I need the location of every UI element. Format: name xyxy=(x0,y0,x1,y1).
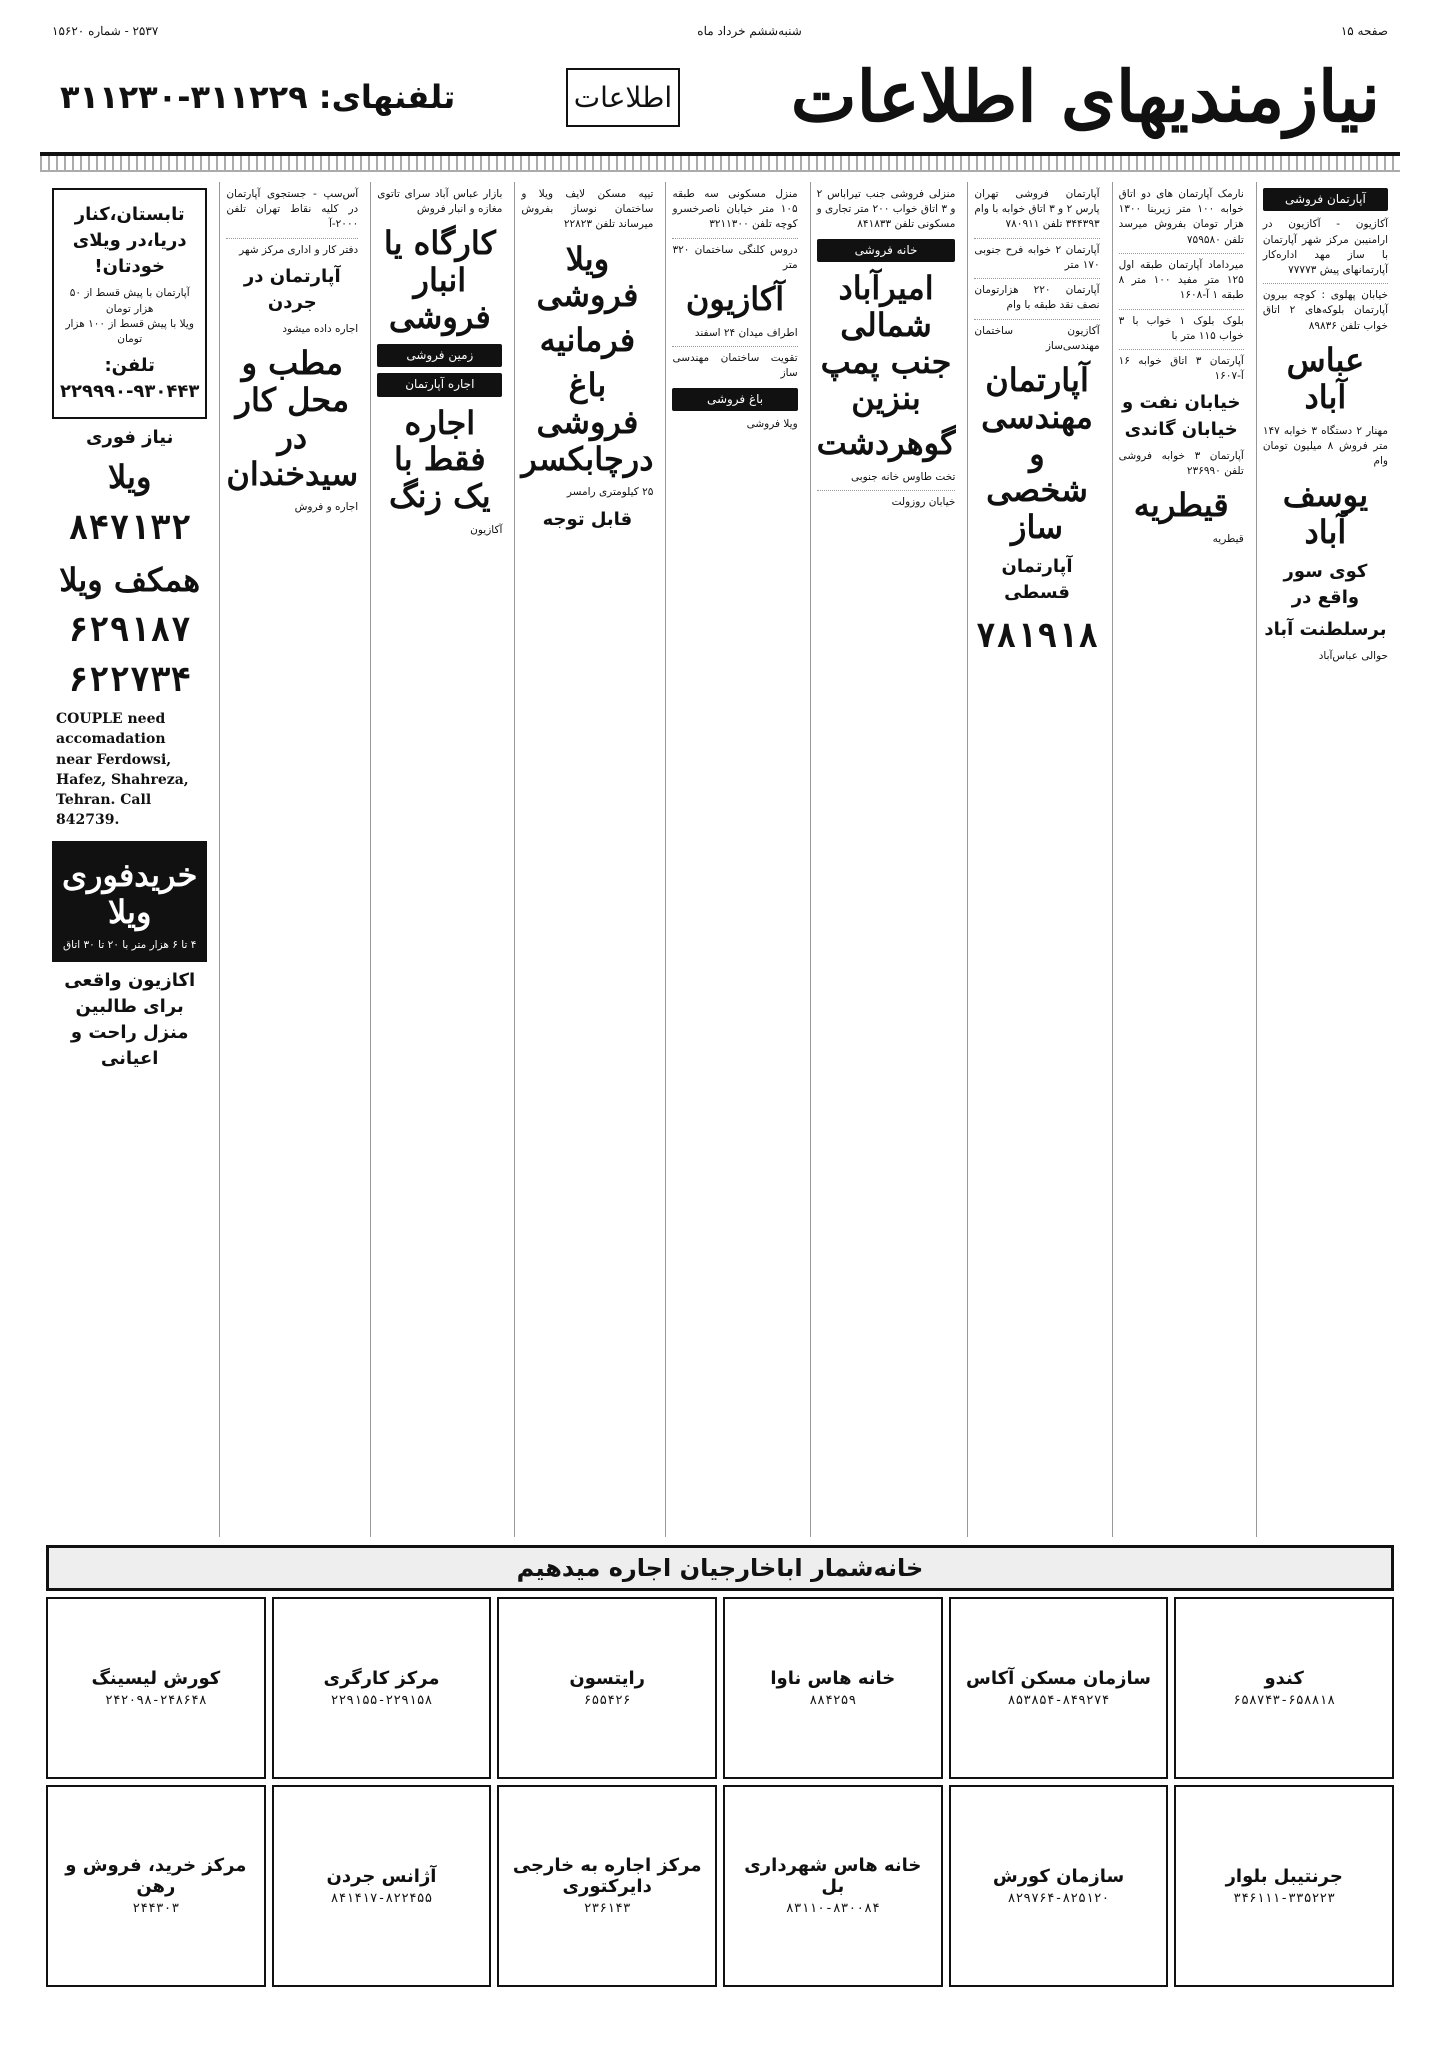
classified-ad: دروس کلنگی ساختمان ۳۲۰ متر xyxy=(672,238,797,273)
box-line: ویلا با پیش قسط از ۱۰۰ هزار تومان xyxy=(65,317,194,345)
agency-phone: ۸۴۱۴۱۷-۸۲۲۴۵۵ xyxy=(330,1890,433,1906)
folio xyxy=(40,20,1400,42)
ad-headline: باغ فروشی درچابکسر xyxy=(521,366,654,478)
agency-name: مرکز اجاره به خارجی دایرکتوری xyxy=(512,1855,702,1898)
ad-headline: امیرآباد شمالی جنب پمپ بنزین xyxy=(820,269,952,418)
classified-ad: آپارتمان ۳ خوابه فروشی تلفن ۲۳۶۹۹۰ xyxy=(1118,449,1244,477)
agency-ad xyxy=(46,1785,266,1988)
classified-ad: آپارتمان فروشی تهران پارس ۲ و ۳ اتاق خوابه با وام ۳۴۴۳۹۳ تلفن ۷۸۰۹۱۱ xyxy=(974,188,1100,231)
classified-ad: آپارتمان ۳ اتاق خوابه ۱۶ آ-۱۶۰۷ xyxy=(1119,349,1244,384)
ad-headline: فرمانیه xyxy=(539,321,636,360)
agency-name: کورش لیسینگ xyxy=(91,1667,221,1689)
agency-name: خانه هاس ناوا xyxy=(770,1667,896,1689)
ad-headline: گوهردشت xyxy=(816,424,956,463)
agency-ad xyxy=(272,1597,492,1779)
agency-name: سازمان کورش xyxy=(992,1865,1125,1887)
agency-phone: ۶۵۵۴۲۶ xyxy=(583,1692,631,1708)
ad-headline: مطب و محل کار در سیدخندان xyxy=(226,344,359,493)
ad-phone: ۷۸۱۹۱۸ xyxy=(975,616,1099,657)
classified-ad: آکازیون ساختمان مهندسی‌ساز xyxy=(974,319,1099,354)
agency-ad xyxy=(497,1785,717,1988)
column-4 xyxy=(810,182,962,1537)
ad-headline: آپارتمان مهندسی و شخصی ساز xyxy=(981,360,1093,547)
column-3 xyxy=(967,182,1105,1537)
agency-phone: ۸۵۳۸۵۴-۸۴۹۲۷۴ xyxy=(1007,1692,1110,1708)
agency-name: مرکز کارگری xyxy=(323,1667,440,1689)
emblem-icon: اطلاعات xyxy=(566,68,680,127)
agency-ad xyxy=(723,1785,943,1988)
column-5 xyxy=(665,182,803,1537)
column-6 xyxy=(514,182,659,1537)
classified-ad: اجاره داده میشود xyxy=(282,323,359,336)
agency-name: آژانس جردن xyxy=(326,1865,437,1887)
agency-ad xyxy=(1174,1597,1394,1779)
classified-ad: آکازیون xyxy=(470,524,503,536)
agency-phone: ۲۲۹۱۵۵-۲۲۹۱۵۸ xyxy=(330,1692,433,1708)
classified-ad: منزلی فروشی جنب تیراباس ۲ و ۳ اتاق خواب ۲۰۰ متر تجاری و مسکونی تلفن ۸۴۱۸۳۳ xyxy=(816,188,956,231)
classified-ad: ۲۵ کیلومتری رامسر xyxy=(566,486,654,499)
phones-label: تلفنهای: xyxy=(318,78,456,116)
ad-headline: ویلا xyxy=(107,458,152,497)
agency-name: خانه هاس شهرداری بل xyxy=(744,1855,922,1898)
classified-ad: اجاره و فروش xyxy=(294,501,359,514)
issue-number: ۲۵۳۷ - شماره ۱۵۶۲۰ xyxy=(52,24,159,38)
agency-phone: ۸۳۱۱۰-۸۳۰۰۸۴ xyxy=(785,1901,880,1917)
agency-phone: ۸۸۴۲۵۹ xyxy=(809,1692,857,1708)
ad-headline: اکازیون واقعی برای طالبین منزل راحت و اعیانی xyxy=(64,969,196,1069)
ad-phone: ۸۴۷۱۳۲ xyxy=(68,508,192,549)
classified-ad: آپارتمان ۲۲۰ هزارتومان نصف نقد طبقه با وام xyxy=(974,278,1099,313)
classified-ad: حوالی عباس‌آباد xyxy=(1318,650,1388,663)
agency-ad xyxy=(723,1597,943,1779)
agency-phone: ۶۵۸۷۴۳-۶۵۸۸۱۸ xyxy=(1233,1692,1336,1708)
section-header: باغ فروشی xyxy=(672,388,797,411)
classified-ad: خیابان روزولت xyxy=(817,490,956,510)
ad-headline: نیاز فوری xyxy=(85,427,174,449)
column-2 xyxy=(1112,182,1250,1537)
box-title: تابستان،کنار دریا،در ویلای خودتان! xyxy=(72,204,187,278)
ad-headline: قیطریه xyxy=(1133,486,1229,525)
summer-villa-box xyxy=(52,188,207,419)
bottom-banner: خانه‌شمار اباخارجیان اجاره میدهیم xyxy=(46,1545,1394,1591)
masthead-title: نیازمندیهای اطلاعات xyxy=(790,55,1380,138)
section-header: اجاره آپارتمان xyxy=(377,373,502,396)
ad-headline: برسلطنت آباد xyxy=(1264,618,1387,640)
masthead-phones xyxy=(60,78,455,116)
section-header: آپارتمان فروشی xyxy=(1263,188,1388,211)
agency-phone: ۳۴۶۱۱۱-۳۳۵۲۲۳ xyxy=(1233,1890,1336,1906)
box-title: خریدفوری ویلا xyxy=(61,855,198,931)
classified-grid xyxy=(40,182,1400,1537)
masthead-strip xyxy=(40,156,1400,172)
box-phone: تلفن: ۹۳۰۴۴۳-۲۲۹۹۹۰ xyxy=(60,355,200,403)
ad-headline: آپارتمان قسطی xyxy=(1001,555,1073,604)
english-ad: COUPLE need accomadation near Ferdowsi, Hafez, Shahreza, Tehran. Call 842739. xyxy=(56,710,189,829)
agency-ad xyxy=(272,1785,492,1988)
agency-name: کندو xyxy=(1264,1667,1304,1689)
agency-ads-grid xyxy=(40,1591,1400,1993)
classified-ad: قیطریه xyxy=(1212,532,1244,545)
box-line: آپارتمان با پیش قسط از ۵۰ هزار تومان xyxy=(69,287,190,315)
classified-ad: دفتر کار و اداری مرکز شهر xyxy=(226,238,358,258)
section-header: زمین فروشی xyxy=(377,344,502,367)
ad-headline: قابل توجه xyxy=(542,508,633,530)
classified-ad: آپارتمان ۲ خوابه فرح جنوبی ۱۷۰ متر xyxy=(974,238,1099,273)
classified-ad: منزل مسکونی سه طبقه ۱۰۵ متر خیابان ناصرخسرو کوچه تلفن ۳۲۱۱۳۰۰ xyxy=(672,188,798,231)
agency-name: رایتسون xyxy=(569,1667,645,1689)
phones-value: ۳۱۱۲۲۹-۳۱۱۲۳۰ xyxy=(60,78,308,116)
classified-ad: تخت طاوس خانه جنوبی xyxy=(850,471,956,484)
agency-ad xyxy=(949,1785,1169,1988)
classified-ad: مهنار ۲ دستگاه ۳ خوابه ۱۴۷ متر فروش ۸ میلیون تومان وام xyxy=(1262,424,1388,467)
classified-ad: اطراف میدان ۲۴ اسفند xyxy=(694,326,798,339)
classified-ad: خیابان پهلوی : کوچه بیرون آپارتمان بلوکه‌های ۲ اتاق خواب تلفن ۸۹۸۳۶ xyxy=(1263,283,1388,334)
classified-ad: تقویت ساختمان مهندسی ساز xyxy=(672,346,797,381)
section-header: خانه فروشی xyxy=(817,239,956,262)
agency-name: جرنتیبل بلوار xyxy=(1225,1865,1343,1887)
page-number: صفحه ۱۵ xyxy=(1340,24,1388,38)
ad-headline: همکف ویلا xyxy=(59,560,201,599)
ad-headline: خیابان نفت و خیابان گاندی xyxy=(1121,392,1241,440)
classified-ad: آس‌سپ - جستجوی آپارتمان در کلیه نقاط تهران تلفن ۲۰۰۰-آ xyxy=(226,188,359,231)
masthead xyxy=(40,42,1400,156)
agency-ad xyxy=(949,1597,1169,1779)
agency-ad xyxy=(497,1597,717,1779)
classified-ad: بلوک بلوک ۱ خواب با ۳ خواب ۱۱۵ متر با xyxy=(1119,309,1244,344)
ad-headline: ویلا فروشی xyxy=(536,239,639,315)
ad-headline: کوی سور واقع در xyxy=(1283,560,1368,608)
ad-headline: اجاره فقط با یک زنگ xyxy=(388,403,491,516)
ad-headline: آپارتمان در جردن xyxy=(243,265,341,313)
agency-phone: ۲۴۴۳۰۳ xyxy=(132,1901,180,1917)
classified-ad: بازار عباس آباد سرای تاتوی مغازه و انبار فروش xyxy=(377,188,503,216)
classified-ad: ویلا فروشی xyxy=(746,417,798,430)
classified-ad: تیپه مسکن لایف ویلا و ساختمان نوساز بفروش میرساند تلفن ۲۲۸۲۳ xyxy=(521,188,654,231)
ad-phone: ۶۲۲۷۳۴ xyxy=(68,659,192,700)
box-line: ۴ تا ۶ هزار متر با ۲۰ تا ۳۰ اتاق xyxy=(63,939,197,952)
column-1 xyxy=(1256,182,1394,1537)
ad-headline: کارگاه یا انبار فروشی xyxy=(383,224,496,337)
column-8 xyxy=(219,182,364,1537)
agency-phone: ۲۴۲۰۹۸-۲۴۸۶۴۸ xyxy=(104,1692,207,1708)
agency-name: سازمان مسکن آکاس xyxy=(966,1667,1151,1689)
newspaper-page xyxy=(40,20,1400,2030)
agency-ad xyxy=(1174,1785,1394,1988)
classified-ad: نارمک آپارتمان های دو اتاق خوابه ۱۰۰ متر زیربنا ۱۳۰۰ هزار تومان بفروش میرسد تلفن ۷۵۹۵۸۰ xyxy=(1118,188,1244,246)
column-9 xyxy=(46,182,213,1537)
agency-phone: ۲۳۶۱۴۳ xyxy=(583,1901,631,1917)
column-7 xyxy=(370,182,508,1537)
ad-headline: یوسف آباد xyxy=(1282,476,1369,551)
ad-phone: ۶۲۹۱۸۷ xyxy=(68,610,192,651)
ad-headline: عباس آباد xyxy=(1286,340,1365,416)
villa-purchase-box xyxy=(52,841,207,962)
issue-date: شنبه‌ششم خرداد ماه xyxy=(697,24,802,38)
agency-phone: ۸۲۹۷۶۴-۸۲۵۱۲۰ xyxy=(1007,1890,1110,1906)
classified-ad: میرداماد آپارتمان طبقه اول ۱۲۵ متر مفید ۱۰۰ متر ۸ طبقه ۱ آ-۱۶۰۸ xyxy=(1119,253,1244,304)
ad-headline: آکازیون xyxy=(685,280,785,319)
classified-ad: آکازیون - آکازیون در ارامنیبن مرکز شهر آپارتمان با ساز مهد اداره‌کار آپارتمانهای پیش ۷۷۷۷۳ xyxy=(1262,218,1388,277)
agency-name: مرکز خرید، فروش و رهن xyxy=(65,1855,247,1898)
agency-ad xyxy=(46,1597,266,1779)
